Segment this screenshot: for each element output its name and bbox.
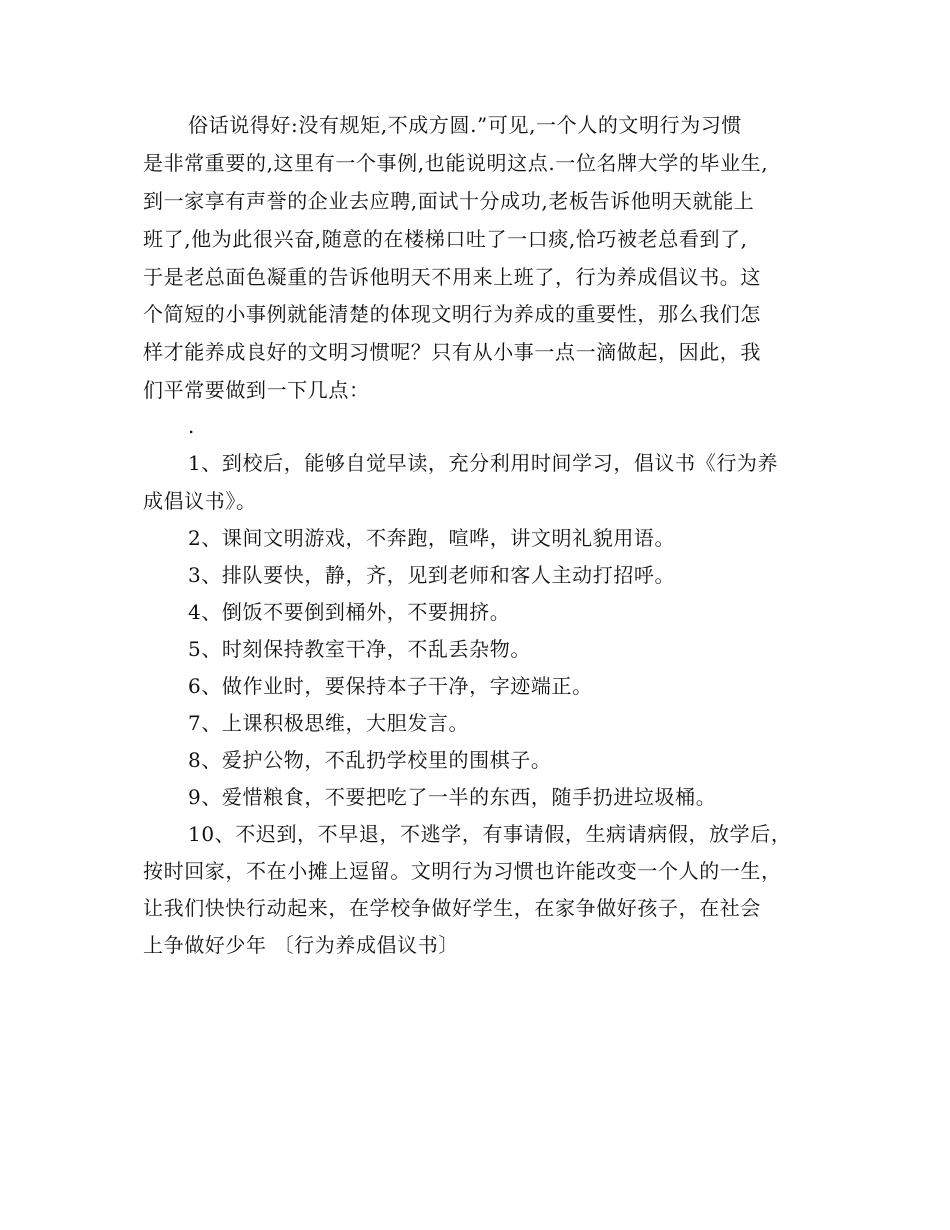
paragraph-line: 俗话说得好:没有规矩,不成方圆.”可见,一个人的文明行为习惯 [188, 113, 743, 137]
paragraph-line: 于是老总面色凝重的告诉他明天不用来上班了，行为养成倡议书。这 [143, 265, 761, 289]
paragraph-line: 个简短的小事例就能清楚的体现文明行为养成的重要性，那么我们怎 [143, 302, 761, 326]
paragraph-line: 是非常重要的,这里有一个事例,也能说明这点.一位名牌大学的毕业生, [143, 151, 769, 175]
list-item-line: 9、爱惜粮食，不要把吃了一半的东西，随手扔进垃圾桶。 [188, 785, 717, 809]
separator-dot: . [188, 414, 195, 438]
paragraph-line: 上争做好少年 〔行为养成倡议书〕 [143, 933, 459, 957]
list-item-line: 7、上课积极思维，大胆发言。 [188, 711, 470, 735]
paragraph-line: 到一家享有声誉的企业去应聘,面试十分成功,老板告诉他明天就能上 [143, 189, 755, 213]
list-item-line: 成倡议书》。 [143, 489, 257, 513]
list-item-line: 8、爱护公物，不乱扔学校里的围棋子。 [188, 748, 552, 772]
paragraph-line: 样才能养成良好的文明习惯呢？只有从小事一点一滴做起，因此，我 [143, 340, 761, 364]
paragraph-line: 班了,他为此很兴奋,随意的在楼梯口吐了一口痰,恰巧被老总看到了, [143, 227, 748, 251]
paragraph-line: 们平常要做到一下几点： [143, 378, 370, 402]
list-item-line: 4、倒饭不要倒到桶外，不要拥挤。 [188, 600, 511, 624]
list-item-line: 6、做作业时，要保持本子干净，字迹端正。 [188, 674, 593, 698]
list-item-line: 1、到校后，能够自觉早读，充分利用时间学习，倡议书《行为养 [188, 451, 779, 475]
paragraph-line: 让我们快快行动起来，在学校争做好学生，在家争做好孩子，在社会 [143, 896, 761, 920]
list-item-line: 3、排队要快，静，齐，见到老师和客人主动打招呼。 [188, 563, 676, 587]
list-item-line: 10、不迟到，不早退，不逃学，有事请假，生病请病假，放学后， [188, 822, 792, 846]
list-item-line: 5、时刻保持教室干净，不乱丢杂物。 [188, 637, 531, 661]
list-item-line: 2、课间文明游戏，不奔跑，喧哗，讲文明礼貌用语。 [188, 526, 676, 550]
paragraph-line: 按时回家，不在小摊上逗留。文明行为习惯也许能改变一个人的一生， [143, 859, 782, 883]
